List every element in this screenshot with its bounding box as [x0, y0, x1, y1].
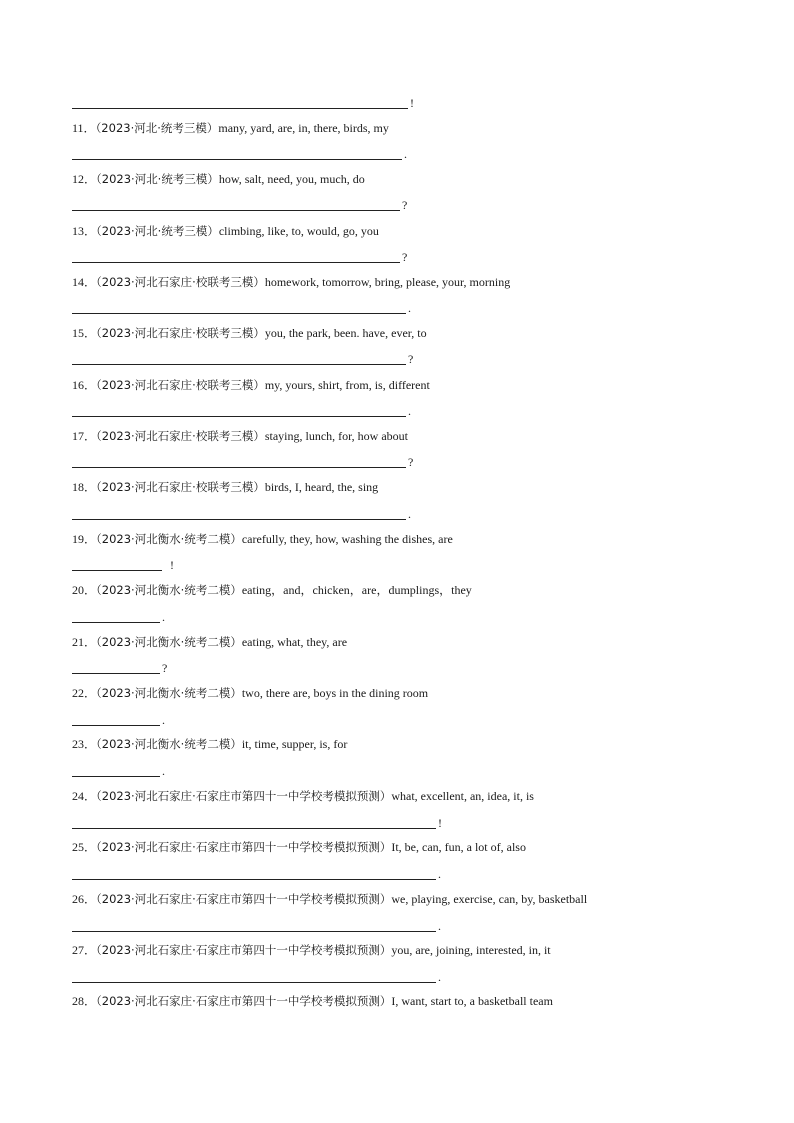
question-source: （2023·河北衡水·统考二模） — [96, 583, 242, 597]
question-source: （2023·河北石家庄·石家庄市第四十一中学校考模拟预测） — [96, 943, 392, 957]
question-28 — [72, 994, 553, 1008]
end-punctuation: . — [438, 919, 441, 933]
answer-blank[interactable] — [72, 558, 162, 571]
question-20 — [72, 583, 472, 597]
question-25 — [72, 840, 526, 854]
answer-blank[interactable] — [72, 147, 402, 160]
question-source: （2023·河北石家庄·石家庄市第四十一中学校考模拟预测） — [96, 892, 392, 906]
question-source: （2023·河北石家庄·石家庄市第四十一中学校考模拟预测） — [96, 789, 392, 803]
answer-line-23[interactable] — [72, 763, 165, 777]
question-26 — [72, 892, 587, 906]
question-12 — [72, 172, 365, 186]
answer-blank[interactable] — [72, 404, 406, 417]
question-22 — [72, 686, 428, 700]
answer-blank[interactable] — [72, 96, 408, 109]
question-words: my, yours, shirt, from, is, different — [264, 378, 430, 392]
answer-line-26[interactable] — [72, 918, 441, 932]
question-27 — [72, 943, 551, 957]
question-words: what, excellent, an, idea, it, is — [391, 789, 534, 803]
answer-line-24[interactable] — [72, 815, 442, 829]
question-words: staying, lunch, for, how about — [264, 429, 409, 443]
question-number: 26． — [72, 892, 97, 906]
question-words: I, want, start to, a basketball team — [391, 994, 553, 1008]
question-11 — [72, 121, 389, 135]
end-punctuation: . — [162, 764, 165, 778]
question-14 — [72, 275, 510, 289]
question-source: （2023·河北石家庄·校联考三模） — [96, 429, 265, 443]
question-19 — [72, 532, 453, 546]
answer-blank[interactable] — [72, 764, 160, 777]
question-source: （2023·河北石家庄·校联考三模） — [96, 378, 265, 392]
question-number: 25． — [72, 840, 97, 854]
end-punctuation: ? — [408, 352, 414, 366]
question-number: 28． — [72, 994, 97, 1008]
end-punctuation: ! — [410, 96, 414, 110]
answer-line-13[interactable] — [72, 249, 407, 263]
answer-blank[interactable] — [72, 352, 406, 365]
question-source: （2023·河北石家庄·校联考三模） — [96, 480, 265, 494]
question-words: carefully, they, how, washing the dishes, are — [241, 532, 453, 546]
answer-blank[interactable] — [72, 250, 400, 263]
answer-blank[interactable] — [72, 198, 400, 211]
answer-blank[interactable] — [72, 919, 436, 932]
question-17 — [72, 429, 408, 443]
question-source: （2023·河北衡水·统考二模） — [96, 737, 242, 751]
question-number: 21． — [72, 635, 97, 649]
question-15 — [72, 326, 427, 340]
question-number: 16． — [72, 378, 97, 392]
question-number: 13． — [72, 224, 97, 238]
question-source: （2023·河北石家庄·校联考三模） — [96, 326, 265, 340]
question-number: 23． — [72, 737, 97, 751]
question-source: （2023·河北·统考三模） — [96, 224, 219, 238]
answer-blank[interactable] — [72, 816, 436, 829]
question-words: we, playing, exercise, can, by, basketball — [391, 892, 588, 906]
question-words: how, salt, need, you, much, do — [218, 172, 365, 186]
answer-blank[interactable] — [72, 713, 160, 726]
end-punctuation: . — [408, 301, 411, 315]
answer-blank[interactable] — [72, 661, 160, 674]
answer-blank[interactable] — [72, 970, 436, 983]
question-21 — [72, 635, 347, 649]
end-punctuation: ? — [408, 455, 414, 469]
question-source: （2023·河北石家庄·石家庄市第四十一中学校考模拟预测） — [96, 840, 392, 854]
answer-line-12[interactable] — [72, 197, 407, 211]
question-words: two, there are, boys in the dining room — [241, 686, 429, 700]
question-18 — [72, 480, 378, 494]
question-number: 20． — [72, 583, 97, 597]
end-punctuation: . — [162, 713, 165, 727]
question-source: （2023·河北衡水·统考二模） — [96, 635, 242, 649]
answer-line-11[interactable] — [72, 146, 407, 160]
end-punctuation: . — [438, 970, 441, 984]
end-punctuation: ! — [170, 558, 174, 572]
question-13 — [72, 224, 379, 238]
question-16 — [72, 378, 430, 392]
question-words: eating, what, they, are — [241, 635, 348, 649]
question-source: （2023·河北衡水·统考二模） — [96, 686, 242, 700]
answer-line-10[interactable] — [72, 95, 414, 109]
question-words: It, be, can, fun, a lot of, also — [391, 840, 526, 854]
question-24 — [72, 789, 534, 803]
question-words: eating，and，chicken，are，dumplings，they — [241, 583, 472, 597]
answer-line-16[interactable] — [72, 403, 411, 417]
end-punctuation: . — [404, 147, 407, 161]
question-number: 12． — [72, 172, 97, 186]
answer-blank[interactable] — [72, 867, 436, 880]
question-words: many, yard, are, in, there, birds, my — [218, 121, 389, 135]
question-words: you, are, joining, interested, in, it — [391, 943, 551, 957]
end-punctuation: ? — [162, 661, 168, 675]
end-punctuation: . — [162, 610, 165, 624]
question-source: （2023·河北·统考三模） — [95, 121, 219, 135]
question-number: 22． — [72, 686, 97, 700]
answer-line-22[interactable] — [72, 712, 165, 726]
question-source: （2023·河北石家庄·石家庄市第四十一中学校考模拟预测） — [96, 994, 392, 1008]
end-punctuation: ? — [402, 198, 408, 212]
question-23 — [72, 737, 347, 751]
answer-line-15[interactable] — [72, 351, 413, 365]
question-number: 19． — [72, 532, 97, 546]
answer-line-21[interactable] — [72, 660, 167, 674]
answer-line-17[interactable] — [72, 454, 413, 468]
question-number: 11． — [72, 121, 96, 135]
question-number: 17． — [72, 429, 97, 443]
end-punctuation: ? — [402, 250, 408, 264]
question-source: （2023·河北石家庄·校联考三模） — [96, 275, 265, 289]
question-number: 15． — [72, 326, 97, 340]
question-number: 27． — [72, 943, 97, 957]
end-punctuation: . — [408, 507, 411, 521]
answer-blank[interactable] — [72, 455, 406, 468]
answer-line-27[interactable] — [72, 969, 441, 983]
question-number: 14． — [72, 275, 97, 289]
question-source: （2023·河北·统考三模） — [96, 172, 219, 186]
answer-line-18[interactable] — [72, 506, 411, 520]
answer-blank[interactable] — [72, 301, 406, 314]
answer-blank[interactable] — [72, 507, 406, 520]
end-punctuation: . — [408, 404, 411, 418]
question-number: 24． — [72, 789, 97, 803]
answer-line-20[interactable] — [72, 609, 165, 623]
end-punctuation: ! — [438, 816, 442, 830]
question-words: homework, tomorrow, bring, please, your, morning — [264, 275, 511, 289]
answer-line-14[interactable] — [72, 300, 411, 314]
answer-line-19[interactable] — [72, 557, 174, 571]
question-words: climbing, like, to, would, go, you — [218, 224, 379, 238]
answer-line-25[interactable] — [72, 866, 441, 880]
end-punctuation: . — [438, 867, 441, 881]
answer-blank[interactable] — [72, 610, 160, 623]
question-words: it, time, supper, is, for — [241, 737, 348, 751]
question-number: 18． — [72, 480, 97, 494]
question-words: birds, I, heard, the, sing — [264, 480, 379, 494]
question-words: you, the park, been. have, ever, to — [264, 326, 427, 340]
question-source: （2023·河北衡水·统考二模） — [96, 532, 242, 546]
